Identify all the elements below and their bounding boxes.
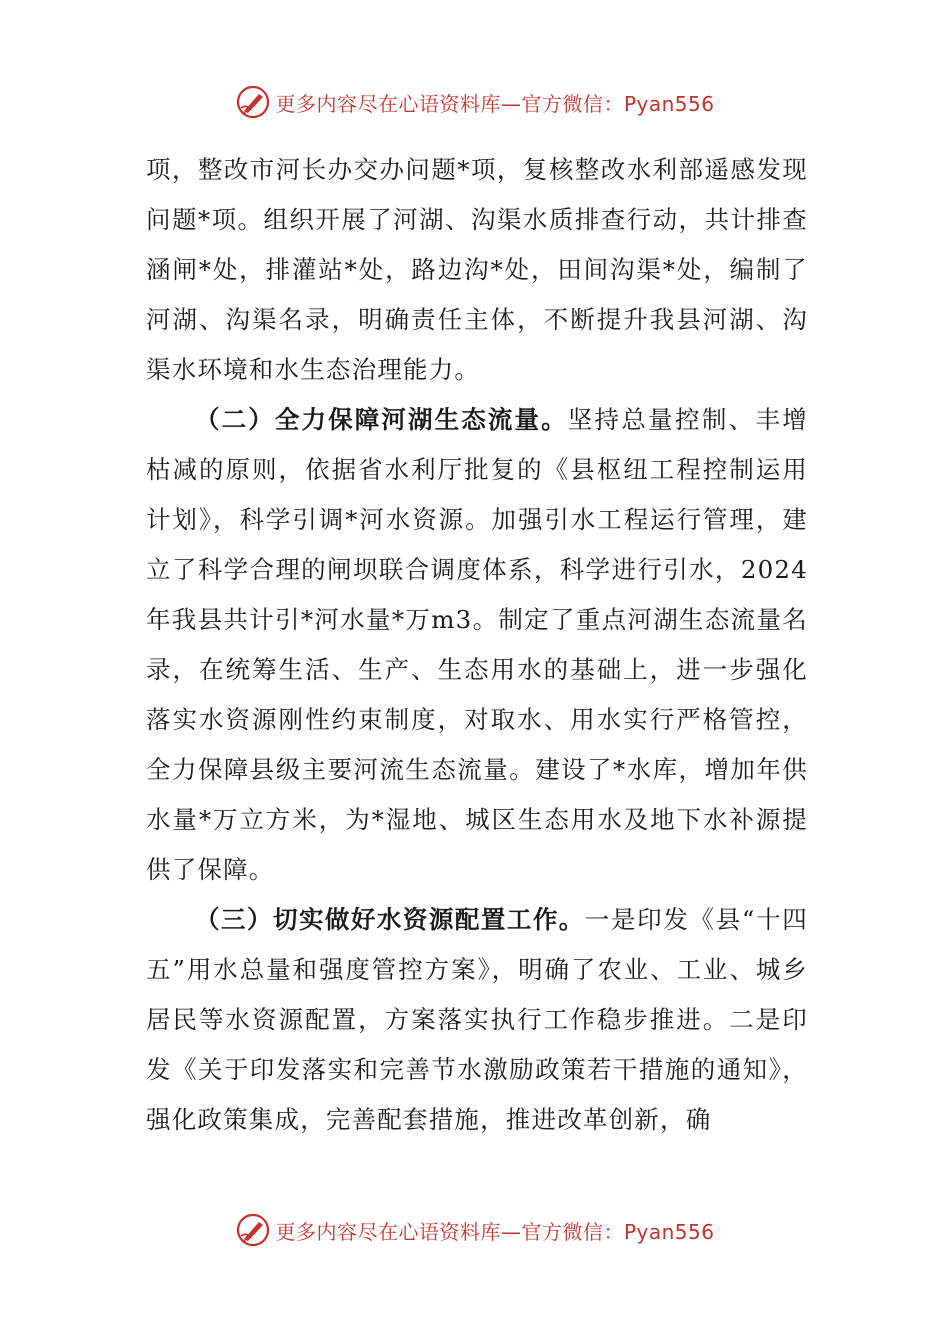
pen-logo-icon — [235, 84, 271, 120]
paragraph-3 — [146, 895, 808, 1145]
section-heading-2: （二）全力保障河湖生态流量。 — [195, 405, 568, 434]
pen-logo-icon — [235, 1212, 271, 1248]
document-body — [146, 145, 808, 1145]
paragraph-1 — [146, 145, 808, 395]
paragraph-2-body: 坚持总量控制、丰增枯减的原则，依据省水利厅批复的《县枢纽工程控制运用计划》，科学引调*河水资源。加强引水工程运行管理，建立了科学合理的闸坝联合调度体系，科学进行引水，2024年我县共计引*河水量*万m3。制定了重点河湖生态流量名录，在统筹生活、生产、生态用水的基础上，进一步强化落实水资源刚性约束制度，对取水、用水实行严格管控，全力保障县级主要河流生态流量。建设了*水库，增加年供水量*万立方米，为*湿地、城区生态用水及地下水补源提供了保障。 — [146, 405, 808, 884]
paragraph-1-body: 项，整改市河长办交办问题*项，复核整改水利部遥感发现问题*项。组织开展了河湖、沟渠水质排查行动，共计排查涵闸*处，排灌站*处，路边沟*处，田间沟渠*处，编制了河湖、沟渠名录，明确责任主体，不断提升我县河湖、沟渠水环境和水生态治理能力。 — [146, 155, 808, 384]
paragraph-3-body: 一是印发《县“十四五”用水总量和强度管控方案》，明确了农业、工业、城乡居民等水资源配置，方案落实执行工作稳步推进。二是印发《关于印发落实和完善节水激励政策若干措施的通知》，强化政策集成，完善配套措施，推进改革创新，确 — [146, 905, 809, 1134]
header-banner — [0, 82, 950, 122]
paragraph-2 — [146, 395, 808, 895]
section-heading-3: （三）切实做好水资源配置工作。 — [195, 905, 585, 934]
footer-banner — [0, 1210, 950, 1250]
footer-banner-text: 更多内容尽在心语资料库—官方微信：Pyan556 — [275, 1219, 715, 1244]
header-banner-text: 更多内容尽在心语资料库—官方微信：Pyan556 — [275, 91, 715, 116]
